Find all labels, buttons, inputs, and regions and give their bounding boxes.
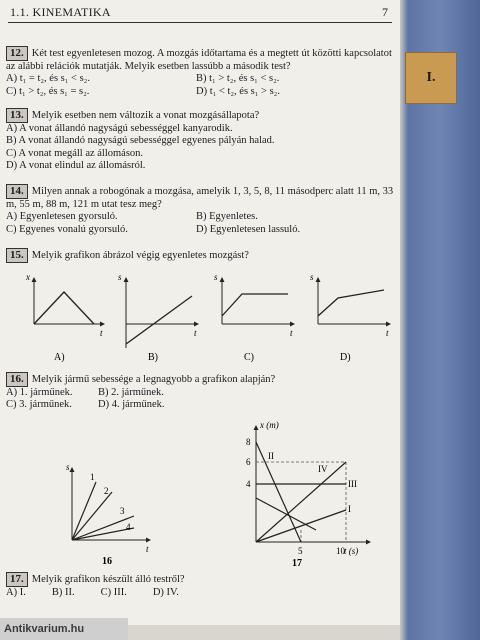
line-1 xyxy=(72,482,96,540)
y-axis-label: x (m) xyxy=(260,420,279,430)
x-axis-label: t (s) xyxy=(344,546,359,556)
watermark: Antikvarium.hu xyxy=(0,618,128,640)
line-II xyxy=(256,442,301,542)
y-axis-label: s xyxy=(214,272,218,282)
question-number: 13. xyxy=(6,108,28,123)
graph-b xyxy=(118,272,198,363)
y-axis-label: s xyxy=(310,272,314,282)
graph-line xyxy=(222,294,288,316)
option-c: C) A vonat megáll az állomáson. xyxy=(6,147,144,159)
graph-label: C) xyxy=(244,352,254,363)
y-axis-label: s xyxy=(66,462,70,472)
option-b: B) t₁ > t₂, és s₁ < s₂. xyxy=(196,73,280,84)
line-4 xyxy=(72,528,134,540)
question-number: 14. xyxy=(6,184,28,199)
q15-graphs xyxy=(0,266,400,366)
option-b: B) 2. járműnek. xyxy=(98,386,164,398)
line-3-label: 3 xyxy=(120,506,125,516)
option-a: A) 1. járműnek. xyxy=(6,386,73,398)
question-number: 15. xyxy=(6,248,28,263)
option-a: A) I. xyxy=(6,586,26,598)
chapter-tab: I. xyxy=(405,52,457,104)
graph-line xyxy=(34,292,94,324)
line-IV-label: IV xyxy=(318,464,328,474)
figure-caption: 16 xyxy=(102,556,112,566)
option-b: B) A vonat állandó nagyságú sebességgel egyenes pályán halad. xyxy=(6,135,275,146)
option-c: C) 3. járműnek. xyxy=(6,399,72,410)
figure-17 xyxy=(230,418,380,568)
graph-label: A) xyxy=(54,352,65,363)
question-16-options xyxy=(6,387,398,412)
line-II-label: II xyxy=(268,451,274,461)
line-I-label: I xyxy=(348,504,351,514)
question-number: 12. xyxy=(6,46,28,61)
y-axis-label: x xyxy=(26,272,30,282)
question-17 xyxy=(6,572,398,599)
line-III-label: III xyxy=(348,479,357,489)
graph-line xyxy=(318,290,384,316)
x-axis-label: t xyxy=(290,328,293,338)
question-12-text: 12. Két test egyenletesen mozog. A mozgás időtartama és a megtett út közötti kapcsolatot az alábbi relációk mutatják. Melyik esetben lassúbb a második test? xyxy=(6,47,392,72)
question-15 xyxy=(6,248,398,263)
line-1-label: 1 xyxy=(90,472,95,482)
option-d: D) 4. járműnek. xyxy=(98,399,165,410)
question-12 xyxy=(6,46,398,98)
option-a: A) A vonat állandó nagyságú sebességgel kanyarodik. xyxy=(6,122,233,134)
graph-c xyxy=(214,272,294,363)
graph-line xyxy=(126,296,192,344)
question-17-options xyxy=(6,587,398,600)
question-15-text: 15. Melyik grafikon ábrázol végig egyenletes mozgást? xyxy=(6,248,398,263)
option-a: A) t₁ = t₂, és s₁ < s₂. xyxy=(6,73,90,84)
option-a: A) Egyenletesen gyorsuló. xyxy=(6,211,118,222)
question-13-text: 13. Melyik esetben nem változik a vonat mozgásállapota? xyxy=(6,108,398,123)
question-16 xyxy=(6,372,398,412)
option-b: B) Egyenletes. xyxy=(196,211,258,222)
x-axis-label: t xyxy=(100,328,103,338)
option-d: D) IV. xyxy=(152,586,179,598)
option-d: D) Egyenletesen lassuló. xyxy=(196,223,301,235)
option-d: D) t₁ < t₂, és s₁ > s₂. xyxy=(196,85,280,97)
x-axis-label: t xyxy=(386,328,389,338)
option-c: C) III. xyxy=(100,586,127,598)
question-14-options xyxy=(6,211,398,236)
option-b: B) II. xyxy=(51,586,75,598)
graph-label: B) xyxy=(148,352,158,363)
question-14-text: 14. Milyen annak a robogónak a mozgása, amelyik 1, 3, 5, 8, 11 másodperc alatt 11 m, 33 m, 55 m, 88 m, 121 m utat tesz meg? xyxy=(6,185,394,210)
xtick-10: 10 xyxy=(336,546,345,556)
ytick-8: 8 xyxy=(246,437,251,447)
graph-d xyxy=(310,272,390,363)
xtick-5: 5 xyxy=(298,546,303,556)
question-12-options xyxy=(6,73,398,98)
question-14 xyxy=(6,184,398,236)
question-16-text: 16. Melyik jármű sebessége a legnagyobb a grafikon alapján? xyxy=(6,372,398,387)
option-c: C) Egyenes vonalú gyorsuló. xyxy=(6,223,128,235)
page-header xyxy=(8,4,392,23)
figure-caption: 17 xyxy=(292,558,302,568)
question-13 xyxy=(6,108,398,173)
x-axis-label: t xyxy=(194,328,197,338)
y-axis-label: s xyxy=(118,272,122,282)
option-c: C) t₁ > t₂, és s₁ = s₂. xyxy=(6,85,90,97)
figure-16 xyxy=(50,456,170,566)
option-d: D) A vonat elindul az állomásról. xyxy=(6,160,146,171)
ytick-4: 4 xyxy=(246,479,251,489)
graph-label: D) xyxy=(340,352,351,363)
graph-a xyxy=(25,272,104,363)
question-number: 16. xyxy=(6,372,28,387)
question-number: 17. xyxy=(6,572,28,587)
line-4-label: 4 xyxy=(126,522,131,532)
ytick-6: 6 xyxy=(246,457,251,467)
line-2-label: 2 xyxy=(104,486,109,496)
x-axis-label: t xyxy=(146,544,149,554)
line-extra xyxy=(256,498,316,530)
question-17-text: 17. Melyik grafikon készült álló testről? xyxy=(6,572,398,587)
chapter-title: 1.1. KINEMATIKA xyxy=(10,5,111,19)
page-number: 7 xyxy=(382,5,388,19)
